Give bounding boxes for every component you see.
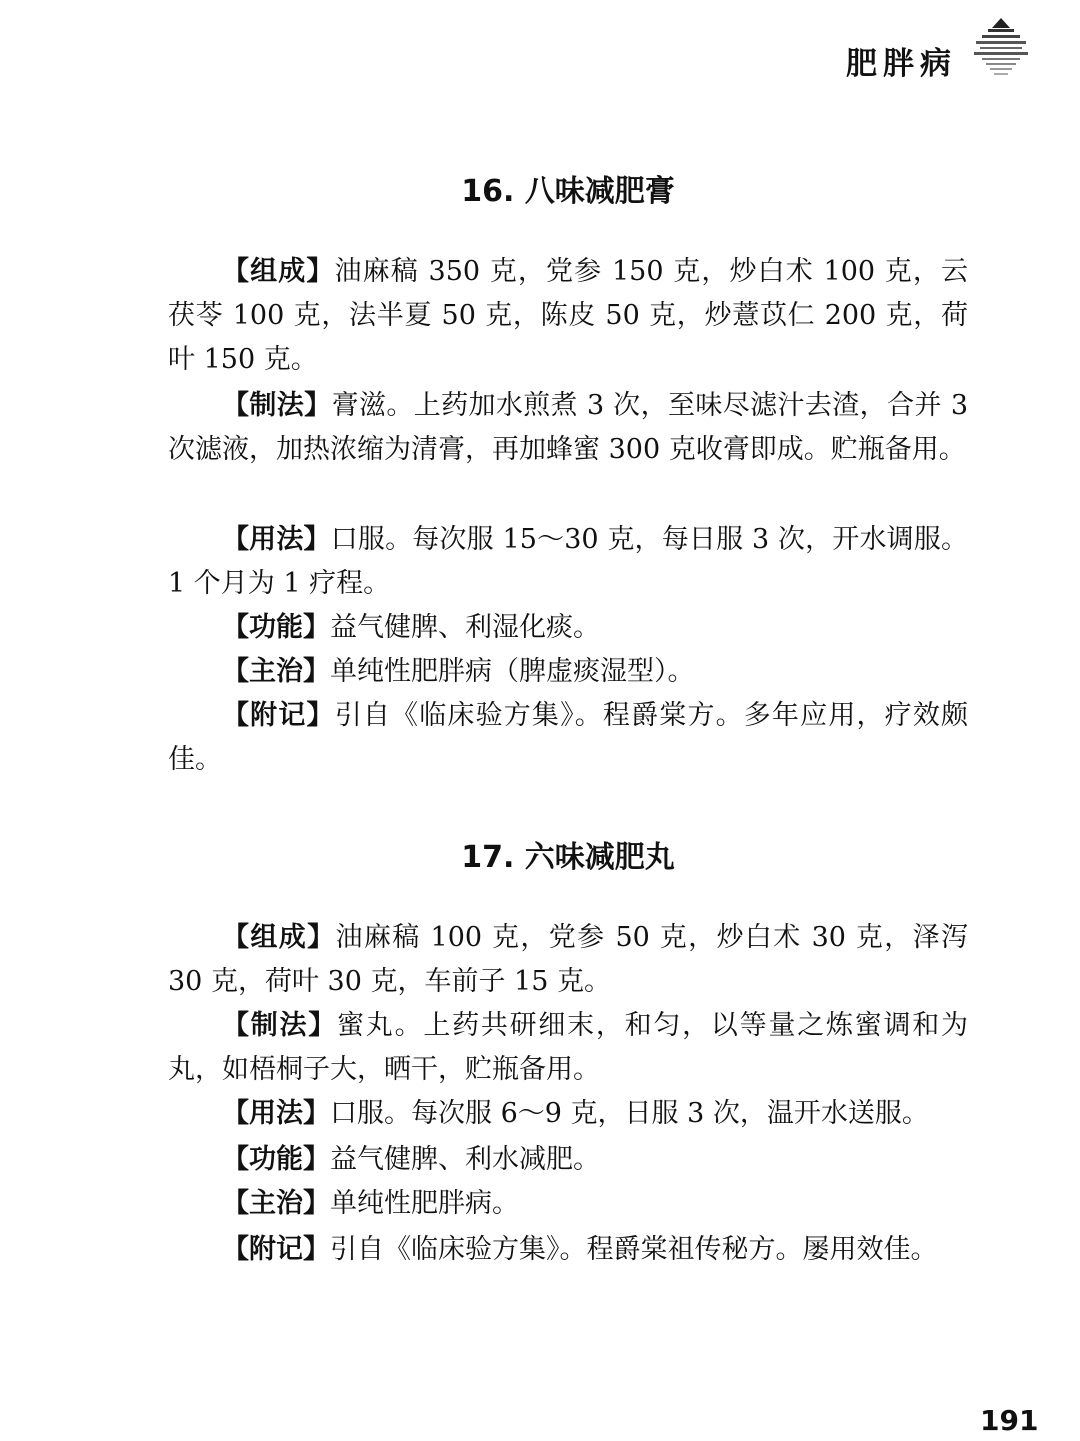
section-label: 【组成】 (222, 256, 335, 287)
section-label: 【功能】 (222, 612, 330, 643)
section-label: 【主治】 (222, 1188, 330, 1219)
section-text: 单纯性肥胖病。 (330, 1188, 519, 1219)
section-label: 【用法】 (222, 1098, 330, 1129)
section-label: 【功能】 (222, 1144, 330, 1175)
section-text: 油麻稿 350 克，党参 150 克，炒白术 100 克，云茯苓 100 克，法半夏 50 克，陈皮 50 克，炒薏苡仁 200 克，荷叶 150 克。 (168, 256, 968, 375)
section-label: 【主治】 (222, 656, 330, 687)
section-text: 油麻稿 100 克，党参 50 克，炒白术 30 克，泽泻 30 克，荷叶 30 克，车前子 15 克。 (168, 922, 968, 997)
section-label: 【用法】 (222, 524, 331, 555)
section-label: 【组成】 (222, 922, 336, 953)
recipe-17-usage (168, 1092, 968, 1136)
section-text: 益气健脾、利水减肥。 (330, 1144, 600, 1175)
recipe-title-17: 17. 六味减肥丸 (461, 840, 675, 875)
recipe-16-indication (168, 650, 968, 694)
section-text: 口服。每次服 6～9 克，日服 3 次，温开水送服。 (330, 1098, 929, 1129)
section-text: 引自《临床验方集》。程爵棠方。多年应用，疗效颇佳。 (168, 700, 969, 775)
section-text: 蜜丸。上药共研细末，和匀，以等量之炼蜜调和为丸，如梧桐子大，晒干，贮瓶备用。 (168, 1010, 969, 1085)
section-text: 益气健脾、利湿化痰。 (330, 612, 600, 643)
recipe-16-note (168, 694, 968, 782)
section-text: 引自《临床验方集》。程爵棠祖传秘方。屡用效佳。 (330, 1234, 938, 1265)
recipe-17-preparation (168, 1004, 968, 1092)
recipe-16-preparation (168, 384, 968, 472)
section-text: 单纯性肥胖病（脾虚痰湿型）。 (330, 656, 695, 687)
recipe-16-composition (168, 250, 968, 382)
section-label: 【附记】 (222, 700, 335, 731)
recipe-16-usage (168, 518, 968, 606)
recipe-16-function (168, 606, 968, 650)
recipe-title-16: 16. 八味减肥膏 (461, 174, 675, 209)
section-label: 【附记】 (222, 1234, 330, 1265)
recipe-17-function (168, 1138, 968, 1182)
recipe-17-note (168, 1228, 968, 1272)
section-label: 【制法】 (222, 390, 332, 421)
section-text: 口服。每次服 15～30 克，每日服 3 次，开水调服。1 个月为 1 疗程。 (168, 524, 968, 599)
recipe-17-composition (168, 916, 968, 1004)
pagoda-ornament-icon (972, 14, 1030, 86)
recipe-17-indication (168, 1182, 968, 1226)
chapter-title: 肥胖病 (846, 46, 957, 82)
page-number: 191 (980, 1404, 1039, 1437)
section-label: 【制法】 (222, 1010, 338, 1041)
section-text: 膏滋。上药加水煎煮 3 次，至味尽滤汁去渣，合并 3 次滤液，加热浓缩为清膏，再加蜂蜜 300 克收膏即成。贮瓶备用。 (168, 390, 969, 465)
